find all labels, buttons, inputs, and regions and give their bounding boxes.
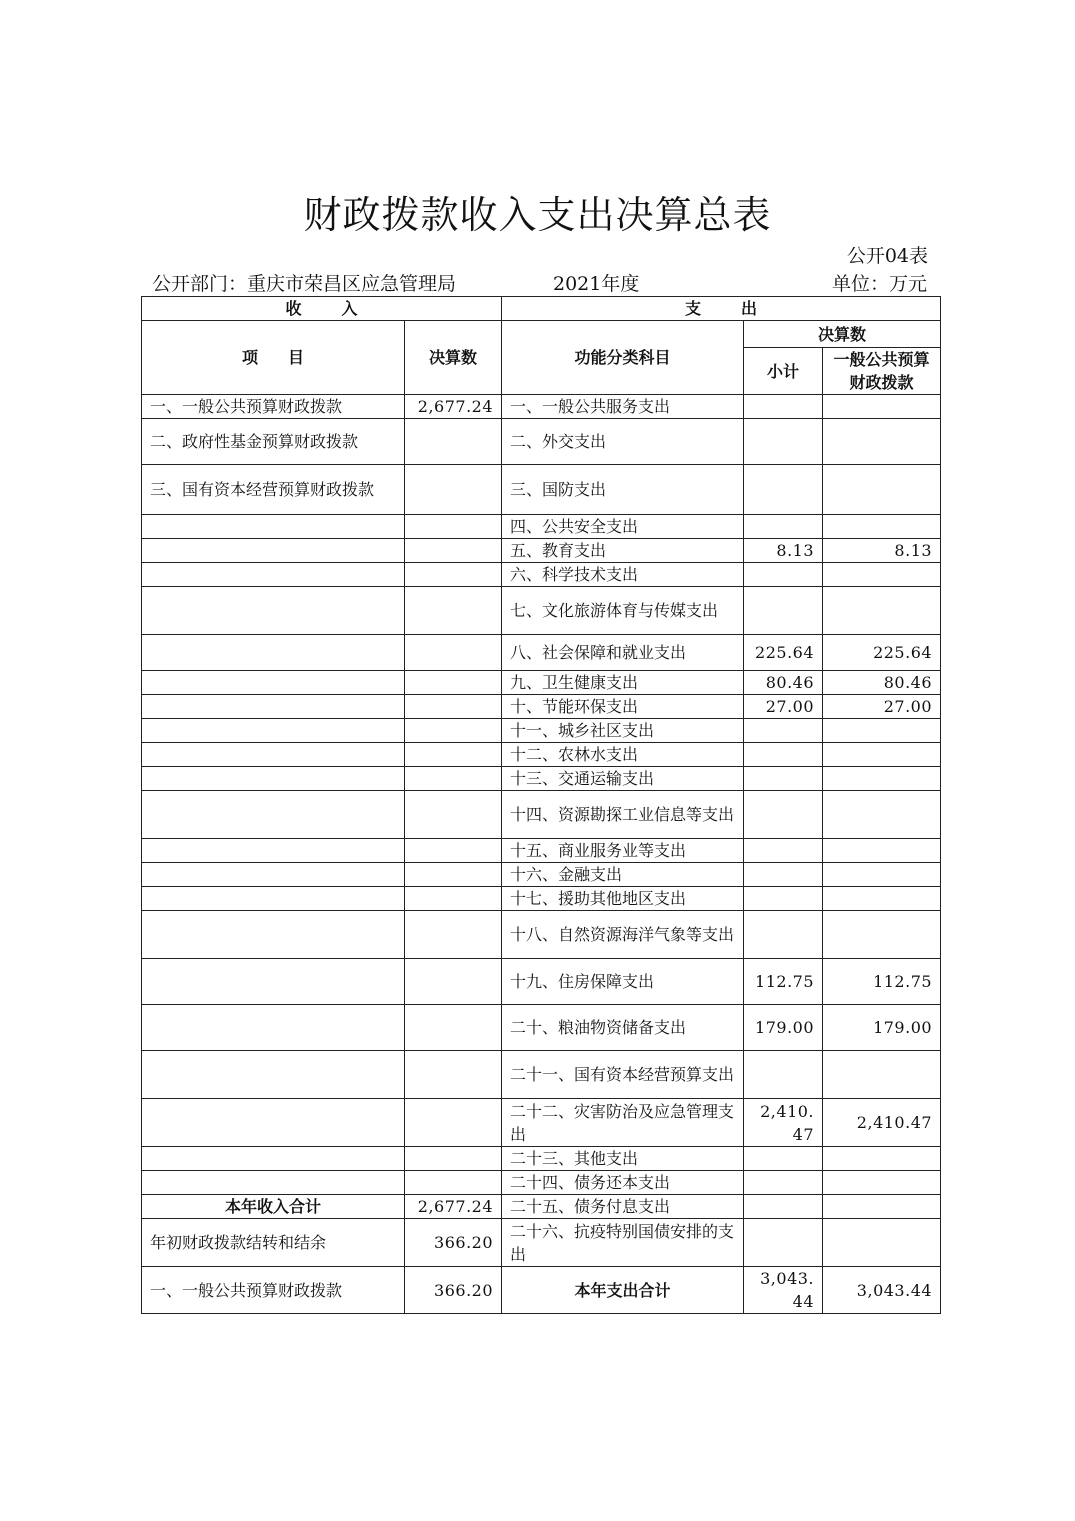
income-item-cell — [142, 839, 405, 863]
expense-item-cell: 十四、资源勘探工业信息等支出 — [502, 791, 744, 839]
expense-item-cell: 十九、住房保障支出 — [502, 959, 744, 1005]
income-item-cell — [142, 791, 405, 839]
general-budget-cell: 179.00 — [823, 1005, 941, 1051]
income-amount-cell — [405, 791, 502, 839]
table-row — [142, 695, 941, 719]
general-budget-cell — [823, 1195, 941, 1219]
income-amount-cell — [405, 1051, 502, 1099]
general-budget-header: 一般公共预算财政拨款 — [823, 348, 941, 395]
table-row — [142, 1267, 941, 1314]
fiscal-year-label: 2021年度 — [553, 273, 640, 295]
table-row — [142, 959, 941, 1005]
expense-item-cell: 十、节能环保支出 — [502, 695, 744, 719]
subtotal-cell — [744, 767, 823, 791]
income-amount-cell — [405, 743, 502, 767]
income-amount-cell — [405, 719, 502, 743]
income-item-cell — [142, 767, 405, 791]
general-budget-cell — [823, 863, 941, 887]
general-budget-cell — [823, 839, 941, 863]
general-budget-cell — [823, 465, 941, 515]
subtotal-cell: 179.00 — [744, 1005, 823, 1051]
subtotal-cell — [744, 791, 823, 839]
expense-item-cell: 二、外交支出 — [502, 419, 744, 465]
income-amount-cell — [405, 767, 502, 791]
subtotal-cell: 80.46 — [744, 671, 823, 695]
general-budget-cell: 225.64 — [823, 635, 941, 671]
expense-item-cell: 十六、金融支出 — [502, 863, 744, 887]
general-budget-cell — [823, 911, 941, 959]
table-row — [142, 911, 941, 959]
general-budget-cell — [823, 1219, 941, 1267]
table-row — [142, 1005, 941, 1051]
table-row — [142, 1195, 941, 1219]
table-row — [142, 839, 941, 863]
income-item-cell — [142, 911, 405, 959]
expense-item-cell: 二十二、灾害防治及应急管理支出 — [502, 1099, 744, 1147]
page-title: 财政拨款收入支出决算总表 — [303, 193, 772, 237]
table-row — [142, 791, 941, 839]
amount-header: 决算数 — [405, 321, 502, 395]
income-amount-cell — [405, 465, 502, 515]
general-budget-cell: 8.13 — [823, 539, 941, 563]
expense-item-cell: 二十五、债务付息支出 — [502, 1195, 744, 1219]
income-item-cell — [142, 539, 405, 563]
income-amount-cell — [405, 1005, 502, 1051]
table-row — [142, 395, 941, 419]
expense-item-cell: 本年支出合计 — [502, 1267, 744, 1314]
income-amount-cell — [405, 1171, 502, 1195]
income-amount-cell — [405, 1147, 502, 1171]
expense-item-cell: 五、教育支出 — [502, 539, 744, 563]
general-budget-cell: 112.75 — [823, 959, 941, 1005]
income-item-cell — [142, 887, 405, 911]
table-row — [142, 515, 941, 539]
subtotal-cell: 8.13 — [744, 539, 823, 563]
table-row — [142, 1051, 941, 1099]
income-item-cell — [142, 1099, 405, 1147]
table-row — [142, 863, 941, 887]
income-item-cell: 三、国有资本经营预算财政拨款 — [142, 465, 405, 515]
general-budget-cell: 80.46 — [823, 671, 941, 695]
expense-item-cell: 四、公共安全支出 — [502, 515, 744, 539]
general-budget-cell — [823, 1051, 941, 1099]
income-amount-cell — [405, 419, 502, 465]
table-row — [142, 887, 941, 911]
general-budget-cell — [823, 719, 941, 743]
subtotal-cell — [744, 515, 823, 539]
function-subject-header: 功能分类科目 — [502, 321, 744, 395]
table-row — [142, 1099, 941, 1147]
subtotal-cell — [744, 1147, 823, 1171]
general-budget-cell — [823, 515, 941, 539]
subtotal-cell — [744, 1219, 823, 1267]
income-item-cell — [142, 1005, 405, 1051]
subtotal-cell — [744, 743, 823, 767]
subtotal-cell — [744, 587, 823, 635]
unit-label: 单位：万元 — [831, 273, 927, 295]
table-header-row — [142, 321, 941, 348]
expense-item-cell: 八、社会保障和就业支出 — [502, 635, 744, 671]
income-item-cell — [142, 959, 405, 1005]
subtotal-cell — [744, 1171, 823, 1195]
general-budget-cell — [823, 395, 941, 419]
expense-item-cell: 十二、农林水支出 — [502, 743, 744, 767]
general-budget-cell — [823, 419, 941, 465]
expense-item-cell: 二十、粮油物资储备支出 — [502, 1005, 744, 1051]
table-row — [142, 743, 941, 767]
table-row — [142, 419, 941, 465]
income-item-cell — [142, 671, 405, 695]
income-item-cell — [142, 563, 405, 587]
department-label: 公开部门：重庆市荣昌区应急管理局 — [152, 273, 457, 295]
income-amount-cell — [405, 539, 502, 563]
income-amount-cell — [405, 515, 502, 539]
expense-item-cell: 一、一般公共服务支出 — [502, 395, 744, 419]
expense-item-cell: 十五、商业服务业等支出 — [502, 839, 744, 863]
income-item-cell: 一、一般公共预算财政拨款 — [142, 1267, 405, 1314]
income-header: 收入 — [142, 297, 502, 321]
income-item-cell — [142, 695, 405, 719]
income-amount-cell — [405, 635, 502, 671]
income-amount-cell — [405, 563, 502, 587]
income-item-cell: 年初财政拨款结转和结余 — [142, 1219, 405, 1267]
subtotal-cell: 225.64 — [744, 635, 823, 671]
subtotal-cell — [744, 863, 823, 887]
income-amount-cell: 2,677.24 — [405, 395, 502, 419]
income-item-cell — [142, 515, 405, 539]
general-budget-cell — [823, 791, 941, 839]
income-item-cell — [142, 719, 405, 743]
table-row — [142, 635, 941, 671]
table-row — [142, 587, 941, 635]
income-item-cell: 一、一般公共预算财政拨款 — [142, 395, 405, 419]
item-header: 项目 — [142, 321, 405, 395]
subtotal-cell: 27.00 — [744, 695, 823, 719]
general-budget-cell — [823, 1171, 941, 1195]
income-amount-cell — [405, 863, 502, 887]
table-row — [142, 563, 941, 587]
income-amount-cell: 2,677.24 — [405, 1195, 502, 1219]
expense-item-cell: 二十六、抗疫特别国债安排的支出 — [502, 1219, 744, 1267]
income-item-cell: 本年收入合计 — [142, 1195, 405, 1219]
subtotal-header: 小计 — [744, 348, 823, 395]
appropriation-summary-table — [141, 296, 941, 1314]
income-item-cell — [142, 743, 405, 767]
general-budget-cell — [823, 887, 941, 911]
income-item-cell — [142, 1171, 405, 1195]
income-item-cell — [142, 587, 405, 635]
subtotal-cell — [744, 839, 823, 863]
general-budget-cell: 2,410.47 — [823, 1099, 941, 1147]
income-item-cell — [142, 1051, 405, 1099]
expense-item-cell: 九、卫生健康支出 — [502, 671, 744, 695]
expense-item-cell: 十一、城乡社区支出 — [502, 719, 744, 743]
general-budget-cell — [823, 743, 941, 767]
expense-item-cell: 二十三、其他支出 — [502, 1147, 744, 1171]
income-amount-cell — [405, 887, 502, 911]
income-amount-cell: 366.20 — [405, 1219, 502, 1267]
general-budget-cell: 3,043.44 — [823, 1267, 941, 1314]
income-amount-cell — [405, 911, 502, 959]
table-row — [142, 671, 941, 695]
general-budget-cell — [823, 767, 941, 791]
table-row — [142, 1219, 941, 1267]
subtotal-cell — [744, 719, 823, 743]
income-item-cell — [142, 1147, 405, 1171]
table-row — [142, 767, 941, 791]
subtotal-cell — [744, 395, 823, 419]
subtotal-cell — [744, 1195, 823, 1219]
expense-item-cell: 三、国防支出 — [502, 465, 744, 515]
subtotal-cell — [744, 911, 823, 959]
income-amount-cell — [405, 671, 502, 695]
expense-item-cell: 十七、援助其他地区支出 — [502, 887, 744, 911]
income-amount-cell — [405, 587, 502, 635]
subtotal-cell: 3,043.44 — [744, 1267, 823, 1314]
income-amount-cell — [405, 839, 502, 863]
final-amount-header: 决算数 — [744, 321, 941, 348]
expense-item-cell: 十八、自然资源海洋气象等支出 — [502, 911, 744, 959]
general-budget-cell — [823, 1147, 941, 1171]
income-item-cell: 二、政府性基金预算财政拨款 — [142, 419, 405, 465]
subtotal-cell — [744, 465, 823, 515]
subtotal-cell — [744, 1051, 823, 1099]
expense-item-cell: 二十四、债务还本支出 — [502, 1171, 744, 1195]
table-row — [142, 719, 941, 743]
expense-item-cell: 七、文化旅游体育与传媒支出 — [502, 587, 744, 635]
income-item-cell — [142, 863, 405, 887]
expense-header: 支出 — [502, 297, 941, 321]
table-header-row — [142, 297, 941, 321]
income-amount-cell — [405, 1099, 502, 1147]
expense-item-cell: 六、科学技术支出 — [502, 563, 744, 587]
income-item-cell — [142, 635, 405, 671]
table-row — [142, 1171, 941, 1195]
subtotal-cell — [744, 887, 823, 911]
table-row — [142, 539, 941, 563]
subtotal-cell — [744, 419, 823, 465]
general-budget-cell — [823, 563, 941, 587]
general-budget-cell: 27.00 — [823, 695, 941, 719]
income-amount-cell — [405, 695, 502, 719]
income-amount-cell — [405, 959, 502, 1005]
subtotal-cell: 112.75 — [744, 959, 823, 1005]
expense-item-cell: 十三、交通运输支出 — [502, 767, 744, 791]
income-amount-cell: 366.20 — [405, 1267, 502, 1314]
table-row — [142, 465, 941, 515]
general-budget-cell — [823, 587, 941, 635]
table-row — [142, 1147, 941, 1171]
subtotal-cell — [744, 563, 823, 587]
subtotal-cell: 2,410.47 — [744, 1099, 823, 1147]
expense-item-cell: 二十一、国有资本经营预算支出 — [502, 1051, 744, 1099]
form-number: 公开04表 — [846, 245, 928, 267]
